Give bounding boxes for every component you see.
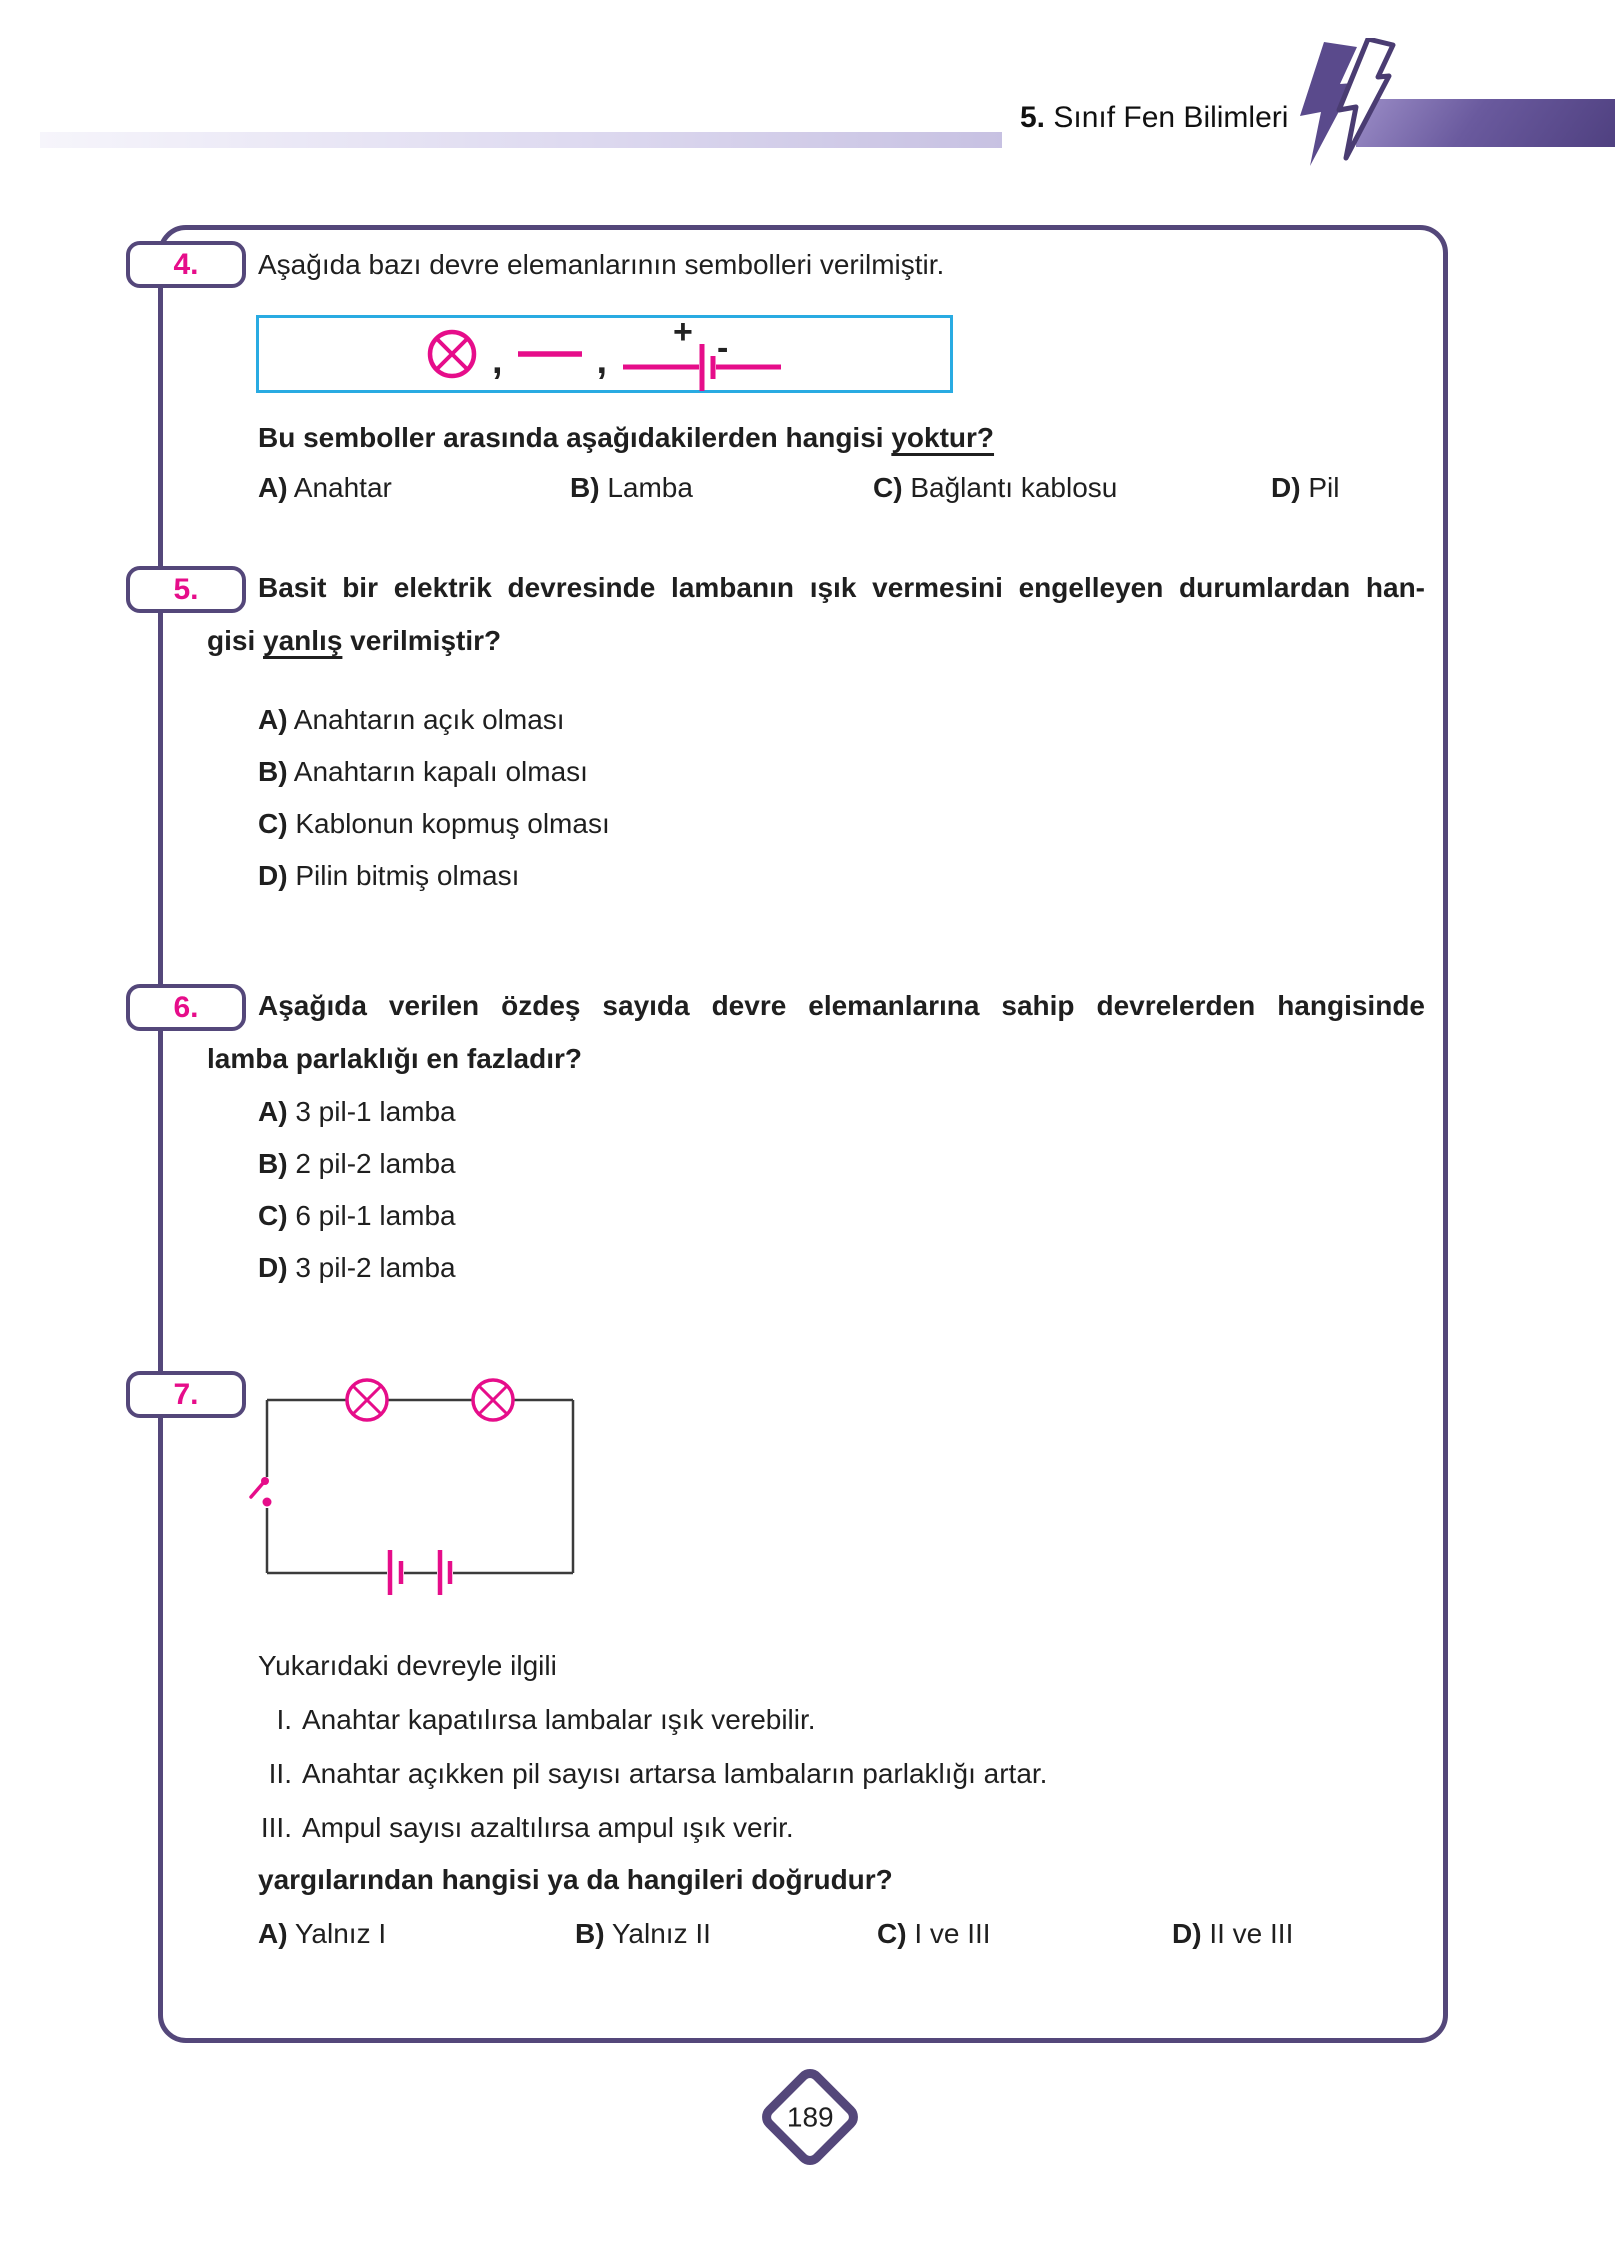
option-q7-c <box>877 1918 991 1950</box>
question-4-intro: Aşağıda bazı devre elemanlarının sembolleri verilmiştir. <box>258 249 945 280</box>
lamp-symbol-icon <box>426 328 478 380</box>
question-4-number: 4. <box>173 247 199 281</box>
option-letter: A) <box>258 1918 288 1949</box>
statement-text: Anahtar açıkken pil sayısı artarsa lambaların parlaklığı artar. <box>302 1758 1048 1789</box>
question-4-text-underlined: yoktur? <box>891 422 995 453</box>
battery-plus-label: + <box>673 315 693 351</box>
question-5-line2-underlined: yanlış <box>263 625 343 656</box>
battery-symbol-icon <box>390 1550 401 1595</box>
battery-symbol-icon <box>621 315 783 393</box>
option-q7-d <box>1172 1918 1293 1950</box>
question-6-text-line1: Aşağıda verilen özdeş sayıda devre elemanlarına sahip devrelerden hangisinde <box>258 990 1425 1021</box>
question-5-line2-pre: gisi <box>207 625 264 656</box>
question-4-text-pre: Bu semboller arasında aşağıdakilerden hangisi <box>258 422 892 453</box>
question-6-number: 6. <box>173 990 199 1024</box>
option-text: I ve III <box>914 1918 991 1949</box>
statement-numeral: I. <box>276 1704 292 1735</box>
option-text: 3 pil-2 lamba <box>295 1252 456 1283</box>
question-5-number: 5. <box>173 572 199 606</box>
question-6-number-tab <box>126 984 246 1031</box>
option-text: Yalnız II <box>611 1918 711 1949</box>
statement-text: Ampul sayısı azaltılırsa ampul ışık verir. <box>302 1812 794 1843</box>
circuit-diagram <box>244 1372 589 1607</box>
statement-numeral: II. <box>268 1758 292 1789</box>
option-text: Pil <box>1308 472 1340 503</box>
page-title-grade: 5. <box>1020 101 1046 134</box>
option-letter: D) <box>258 1252 288 1283</box>
option-q4-a <box>258 472 392 504</box>
option-q5-a <box>258 704 565 736</box>
option-q6-b <box>258 1148 456 1180</box>
battery-minus-label: - <box>717 329 729 367</box>
question-4-number-tab <box>126 241 246 288</box>
option-letter: B) <box>575 1918 605 1949</box>
option-letter: A) <box>258 472 288 503</box>
option-letter: B) <box>258 756 288 787</box>
option-q7-b <box>575 1918 711 1950</box>
option-letter: C) <box>877 1918 907 1949</box>
option-q4-b <box>570 472 693 504</box>
option-q5-d <box>258 860 519 892</box>
option-text: Pilin bitmiş olması <box>295 860 520 891</box>
question-7-number: 7. <box>173 1377 199 1411</box>
option-q5-b <box>258 756 588 788</box>
page-title-subject: Sınıf Fen Bilimleri <box>1045 101 1289 134</box>
page-title <box>1020 101 1288 135</box>
option-text: Anahtarın kapalı olması <box>293 756 588 787</box>
question-5-number-tab <box>126 566 246 613</box>
lamp-symbol-icon <box>347 1380 387 1420</box>
option-letter: A) <box>258 1096 288 1127</box>
option-letter: A) <box>258 704 288 735</box>
option-letter: D) <box>1271 472 1301 503</box>
option-letter: D) <box>258 860 288 891</box>
question-7-intro: Yukarıdaki devreyle ilgili <box>258 1650 557 1681</box>
circuit-symbols-box <box>256 315 953 393</box>
wire-symbol-icon <box>517 348 583 360</box>
header-light-bar <box>40 132 1002 148</box>
option-text: 2 pil-2 lamba <box>295 1148 456 1179</box>
option-q6-a <box>258 1096 456 1128</box>
statement-3 <box>240 1812 794 1844</box>
battery-symbol-icon <box>440 1550 450 1595</box>
option-letter: C) <box>873 472 903 503</box>
option-letter: B) <box>570 472 600 503</box>
lightning-bolts-icon <box>1280 38 1410 173</box>
option-letter: B) <box>258 1148 288 1179</box>
option-q6-c <box>258 1200 456 1232</box>
option-text: Lamba <box>607 472 693 503</box>
statement-text: Anahtar kapatılırsa lambalar ışık verebilir. <box>302 1704 816 1735</box>
question-5-text-line2 <box>207 625 501 657</box>
symbol-separator: , <box>491 340 503 382</box>
option-letter: C) <box>258 1200 288 1231</box>
symbol-separator: , <box>596 340 608 382</box>
page-number-badge <box>756 2063 863 2170</box>
option-text: Yalnız I <box>294 1918 387 1949</box>
question-5-text-line1: Basit bir elektrik devresinde lambanın ışık vermesini engelleyen durumlardan han- <box>258 572 1425 603</box>
question-4-text <box>258 422 994 454</box>
question-6-text-line2: lamba parlaklığı en fazladır? <box>207 1043 583 1074</box>
option-q4-c <box>873 472 1117 504</box>
option-q6-d <box>258 1252 456 1284</box>
question-7-text: yargılarından hangisi ya da hangileri doğrudur? <box>258 1864 893 1895</box>
option-text: II ve III <box>1209 1918 1294 1949</box>
option-q4-d <box>1271 472 1339 504</box>
option-text: Anahtar <box>293 472 392 503</box>
question-5-line2-post: verilmiştir? <box>342 625 502 656</box>
option-text: 6 pil-1 lamba <box>295 1200 456 1231</box>
page-number: 189 <box>786 2101 834 2132</box>
option-text: Bağlantı kablosu <box>910 472 1118 503</box>
statement-2 <box>240 1758 1047 1790</box>
statement-numeral: III. <box>260 1812 292 1843</box>
option-letter: C) <box>258 808 288 839</box>
statement-1 <box>240 1704 816 1736</box>
option-text: Kablonun kopmuş olması <box>295 808 610 839</box>
option-q7-a <box>258 1918 386 1950</box>
option-q5-c <box>258 808 610 840</box>
option-letter: D) <box>1172 1918 1202 1949</box>
option-text: 3 pil-1 lamba <box>295 1096 456 1127</box>
question-7-number-tab <box>126 1371 246 1418</box>
lamp-symbol-icon <box>473 1380 513 1420</box>
open-switch-icon <box>251 1477 272 1507</box>
option-text: Anahtarın açık olması <box>293 704 565 735</box>
